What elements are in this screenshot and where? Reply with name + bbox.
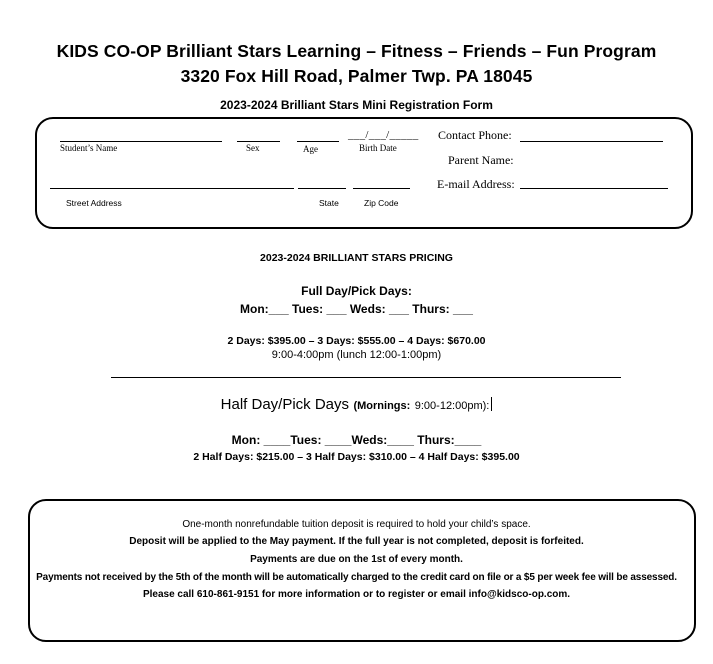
pricing-heading: 2023-2024 BRILLIANT STARS PRICING bbox=[260, 252, 453, 264]
age-label: Age bbox=[303, 144, 318, 154]
mornings-hours: 9:00-12:00pm): bbox=[414, 400, 490, 412]
policy-late-fee: Payments not received by the 5th of the month will be automatically charged to the credit card on file or a $5 per week fee will be assessed. bbox=[36, 572, 677, 583]
mornings-label: (Mornings: bbox=[353, 400, 411, 412]
email-field[interactable] bbox=[520, 188, 668, 189]
full-day-title: Full Day/Pick Days: bbox=[301, 284, 412, 298]
zip-code-label: Zip Code bbox=[364, 198, 399, 208]
policy-payments-due: Payments are due on the 1st of every month. bbox=[250, 554, 463, 565]
section-divider bbox=[111, 377, 621, 378]
birth-date-field[interactable]: ___/___/_____ bbox=[348, 129, 419, 141]
state-field[interactable] bbox=[298, 188, 346, 189]
policy-deposit-applied: Deposit will be applied to the May payment. If the full year is not completed, deposit is forfeited. bbox=[129, 536, 584, 547]
half-day-heading bbox=[0, 396, 713, 414]
policy-contact: Please call 610-861-9151 for more information or to register or email info@kidsco-op.com. bbox=[142, 589, 571, 600]
contact-phone-field[interactable] bbox=[520, 141, 663, 142]
street-address-field[interactable] bbox=[50, 188, 294, 189]
half-day-days[interactable]: Mon: ____Tues: ____Weds:____ Thurs:____ bbox=[231, 433, 482, 447]
half-day-prices: 2 Half Days: $215.00 – 3 Half Days: $310.00 – 4 Half Days: $395.00 bbox=[193, 451, 520, 463]
sex-field[interactable] bbox=[237, 141, 280, 142]
contact-phone-label: Contact Phone: bbox=[438, 128, 512, 142]
birth-date-label: Birth Date bbox=[359, 143, 397, 153]
state-label: State bbox=[319, 198, 339, 208]
student-name-label: Student’s Name bbox=[60, 143, 118, 153]
text-cursor bbox=[491, 397, 492, 411]
header-address: 3320 Fox Hill Road, Palmer Twp. PA 18045 bbox=[180, 66, 533, 86]
full-day-days[interactable]: Mon:___ Tues: ___ Weds: ___ Thurs: ___ bbox=[240, 302, 473, 316]
full-day-hours: 9:00-4:00pm (lunch 12:00-1:00pm) bbox=[271, 349, 442, 361]
half-day-title: Half Day/Pick Days bbox=[220, 396, 350, 413]
student-name-field[interactable] bbox=[60, 141, 222, 142]
email-label: E-mail Address: bbox=[437, 177, 515, 191]
full-day-prices: 2 Days: $395.00 – 3 Days: $555.00 – 4 Days: $670.00 bbox=[227, 335, 486, 347]
policy-deposit: One-month nonrefundable tuition deposit is required to hold your child’s space. bbox=[182, 519, 531, 530]
header-title: KIDS CO-OP Brilliant Stars Learning – Fitness – Friends – Fun Program bbox=[56, 41, 657, 61]
age-field[interactable] bbox=[297, 141, 339, 142]
sex-label: Sex bbox=[246, 143, 260, 153]
form-title: 2023-2024 Brilliant Stars Mini Registration Form bbox=[220, 98, 493, 112]
street-address-label: Street Address bbox=[66, 198, 122, 208]
parent-name-label: Parent Name: bbox=[448, 153, 514, 167]
zip-code-field[interactable] bbox=[353, 188, 410, 189]
